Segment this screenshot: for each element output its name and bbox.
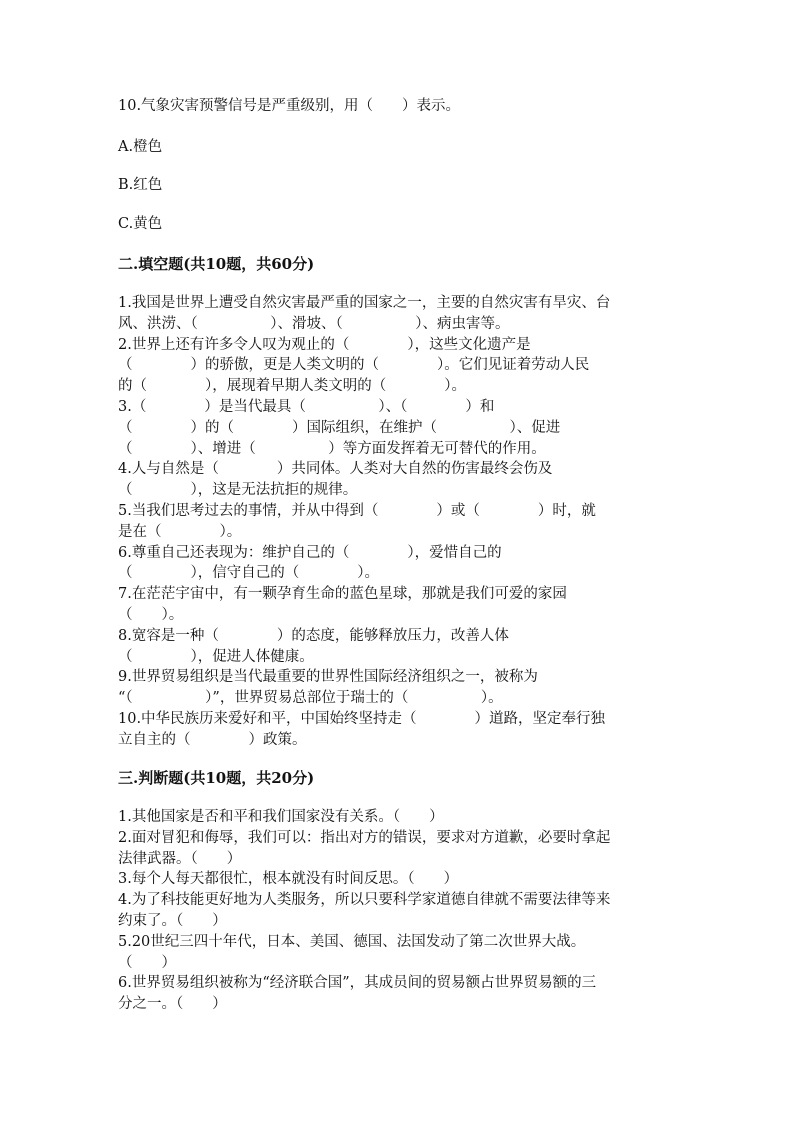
judge-line: 2.面对冒犯和侮辱，我们可以：指出对方的错误，要求对方道歉，必要时拿起	[118, 829, 611, 846]
fill-line: 7.在茫茫宇宙中，有一颗孕育生命的蓝色星球，那就是我们可爱的家园	[118, 586, 567, 603]
judge-line: 约束了。（ ）	[118, 912, 227, 929]
section-title-true-false: 三.判断题(共10题，共20分)	[118, 769, 315, 787]
fill-line: 9.世界贸易组织是当代最重要的世界性国际经济组织之一，被称为	[118, 669, 538, 686]
fill-line: 2.世界上还有许多令人叹为观止的（ ），这些文化遗产是	[118, 336, 531, 353]
judge-line: 1.其他国家是否和平和我们国家没有关系。（ ）	[118, 809, 444, 825]
judge-line: 分之一。（ ）	[118, 996, 227, 1013]
judge-line: 5.20世纪三四十年代，日本、美国、德国、法国发动了第二次世界大战。	[118, 933, 586, 950]
fill-line: （ ），这是无法抗拒的规律。	[118, 482, 358, 499]
fill-line: 是在（ ）。	[118, 523, 242, 540]
fill-line: 10.中华民族历来爱好和平，中国始终坚持走（ ）道路，坚定奉行独	[118, 710, 606, 727]
fill-line: 8.宽容是一种（ ）的态度，能够释放压力，改善人体	[118, 627, 509, 644]
fill-line: （ ）。	[118, 606, 184, 623]
option-b: B.红色	[118, 177, 163, 193]
fill-line: （ ）、增进（ ）等方面发挥着无可替代的作用。	[118, 440, 546, 457]
option-c: C.黄色	[118, 216, 163, 232]
fill-line: 4.人与自然是（ ）共同体。人类对大自然的伤害最终会伤及	[118, 461, 553, 478]
judge-line: （ ）	[118, 954, 176, 971]
fill-line: “（ ）”，世界贸易总部位于瑞士的（ ）。	[118, 690, 503, 707]
fill-line: （ ）的（ ）国际组织，在维护（ ）、促进	[118, 419, 561, 436]
fill-line: （ ），促进人体健康。	[118, 648, 314, 665]
judge-line: 4.为了科技能更好地为人类服务，所以只要科学家道德自律就不需要法律等来	[118, 892, 611, 909]
judge-line: 3.每个人每天都很忙，根本就没有时间反思。（ ）	[118, 871, 459, 888]
judge-line: 法律武器。（ ）	[118, 850, 242, 867]
fill-line: 6.尊重自己还表现为：维护自己的（ ），爱惜自己的	[118, 544, 502, 561]
section-title-fill-in: 二.填空题(共10题，共60分)	[118, 255, 315, 273]
true-false-questions	[118, 807, 678, 1015]
option-a: A.橙色	[118, 139, 163, 155]
fill-line: 1.我国是世界上遭受自然灾害最严重的国家之一，主要的自然灾害有旱灾、台	[118, 295, 611, 311]
fill-line: （ ）的骄傲，更是人类文明的（ ）。它们见证着劳动人民	[118, 357, 590, 374]
fill-line: 的（ ），展现着早期人类文明的（ ）。	[118, 378, 466, 395]
fill-line: 5.当我们思考过去的事情，并从中得到（ ）或（ ）时，就	[118, 502, 596, 519]
fill-in-questions	[118, 293, 678, 751]
fill-line: 风、洪涝、（ ）、滑坡、（ ）、病虫害等。	[118, 315, 510, 332]
fill-line: 立自主的（ ）政策。	[118, 731, 307, 748]
fill-line: （ ），信守自己的（ ）。	[118, 565, 379, 582]
judge-line: 6.世界贸易组织被称为“经济联合国”，其成员间的贸易额占世界贸易额的三	[118, 975, 597, 992]
fill-line: 3.（ ）是当代最具（ ）、（ ）和	[118, 398, 495, 415]
question-10: 10.气象灾害预警信号是严重级别，用（ ）表示。	[118, 98, 461, 114]
